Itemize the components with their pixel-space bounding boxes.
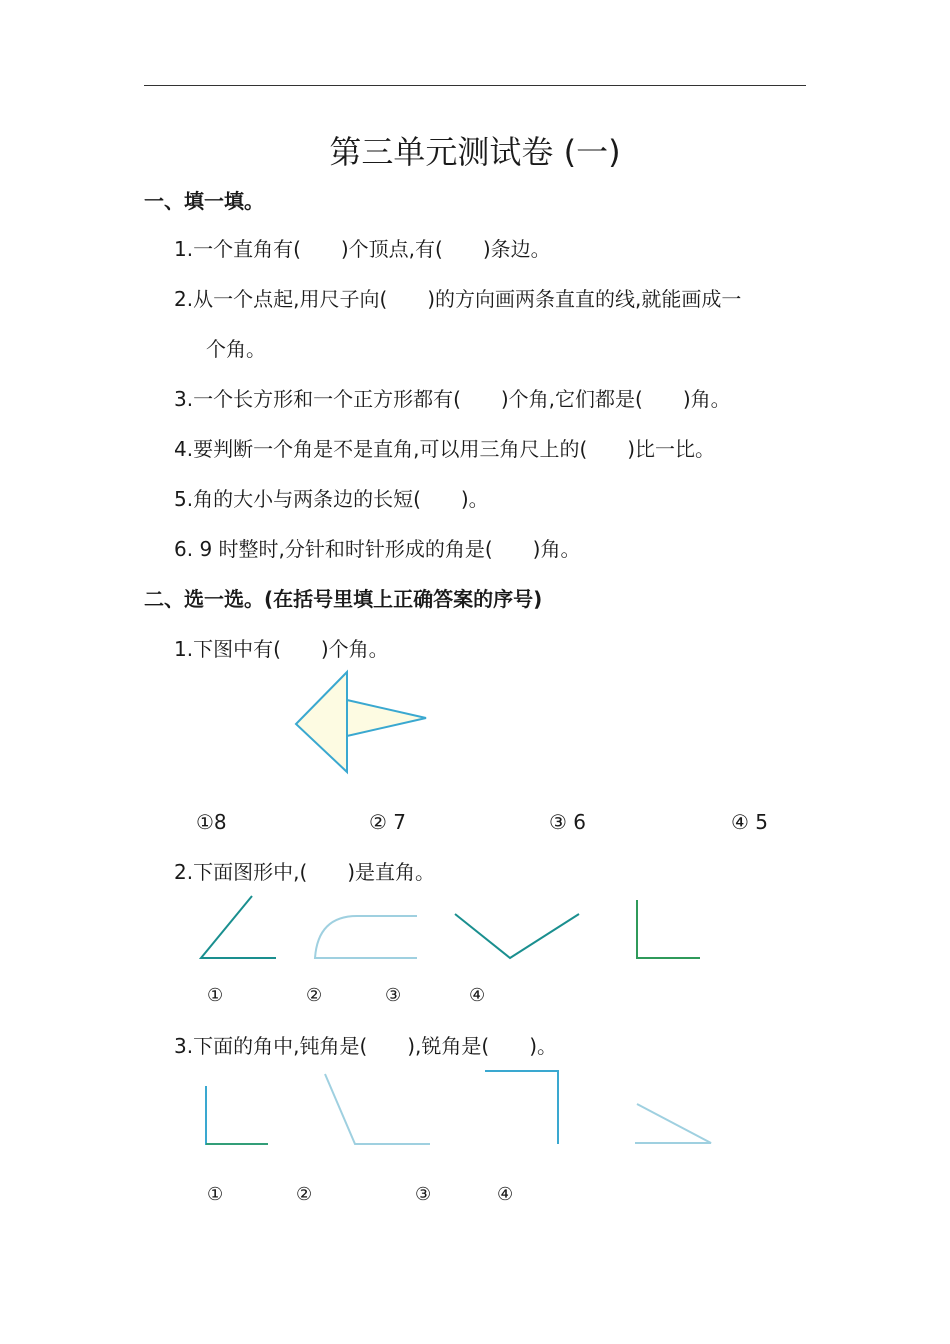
s1-question-2-line-2: 个角。: [206, 337, 266, 361]
q3-label-1: ①: [207, 1184, 224, 1205]
q2-label-3: ③: [385, 985, 402, 1006]
s1-question-2-line-1: 2.从一个点起,用尺子向( )的方向画两条直直的线,就能画成一: [174, 287, 742, 311]
q3-label-2: ②: [296, 1184, 313, 1205]
s1-question-5: 5.角的大小与两条边的长短( )。: [174, 487, 489, 511]
header-rule: [144, 85, 806, 86]
s2-q1-option-4: ④ 5: [731, 810, 769, 834]
q2-label-1: ①: [207, 985, 224, 1006]
page-title: 第三单元测试卷 (一): [329, 133, 621, 171]
q3-figure-3-right-angle: [483, 1068, 563, 1148]
q2-figure-3-v-shape: [453, 912, 583, 962]
q3-figure-1-right-angle: [202, 1084, 272, 1148]
arrow-tail: [347, 700, 426, 736]
arrow-angles-figure: [290, 668, 435, 778]
q2-figure-2-curved-shape: [312, 913, 420, 961]
q3-label-3: ③: [415, 1184, 432, 1205]
s1-question-1: 1.一个直角有( )个顶点,有( )条边。: [174, 237, 551, 261]
s1-question-4: 4.要判断一个角是不是直角,可以用三角尺上的( )比一比。: [174, 437, 716, 461]
q2-label-4: ④: [469, 985, 486, 1006]
section-1-heading: 一、填一填。: [144, 189, 264, 213]
s2-question-2: 2.下面图形中,( )是直角。: [174, 860, 436, 884]
s1-question-6: 6. 9 时整时,分针和时针形成的角是( )角。: [174, 537, 581, 561]
s2-question-1: 1.下图中有( )个角。: [174, 637, 389, 661]
q3-figure-4-acute-angle: [632, 1100, 716, 1148]
q2-figure-1-acute-angle: [198, 894, 278, 960]
s2-q1-option-3: ③ 6: [549, 810, 587, 834]
section-2-heading: 二、选一选。(在括号里填上正确答案的序号): [144, 587, 543, 611]
arrow-triangle: [296, 672, 347, 772]
q2-label-2: ②: [306, 985, 323, 1006]
q3-label-4: ④: [497, 1184, 514, 1205]
s2-q1-option-1: ①8: [196, 810, 227, 834]
q3-figure-2-obtuse-angle: [322, 1072, 434, 1148]
s2-question-3: 3.下面的角中,钝角是( ),锐角是( )。: [174, 1034, 558, 1058]
q2-figure-4-right-angle: [634, 898, 702, 960]
s1-question-3: 3.一个长方形和一个正方形都有( )个角,它们都是( )角。: [174, 387, 731, 411]
s2-q1-option-2: ② 7: [369, 810, 407, 834]
